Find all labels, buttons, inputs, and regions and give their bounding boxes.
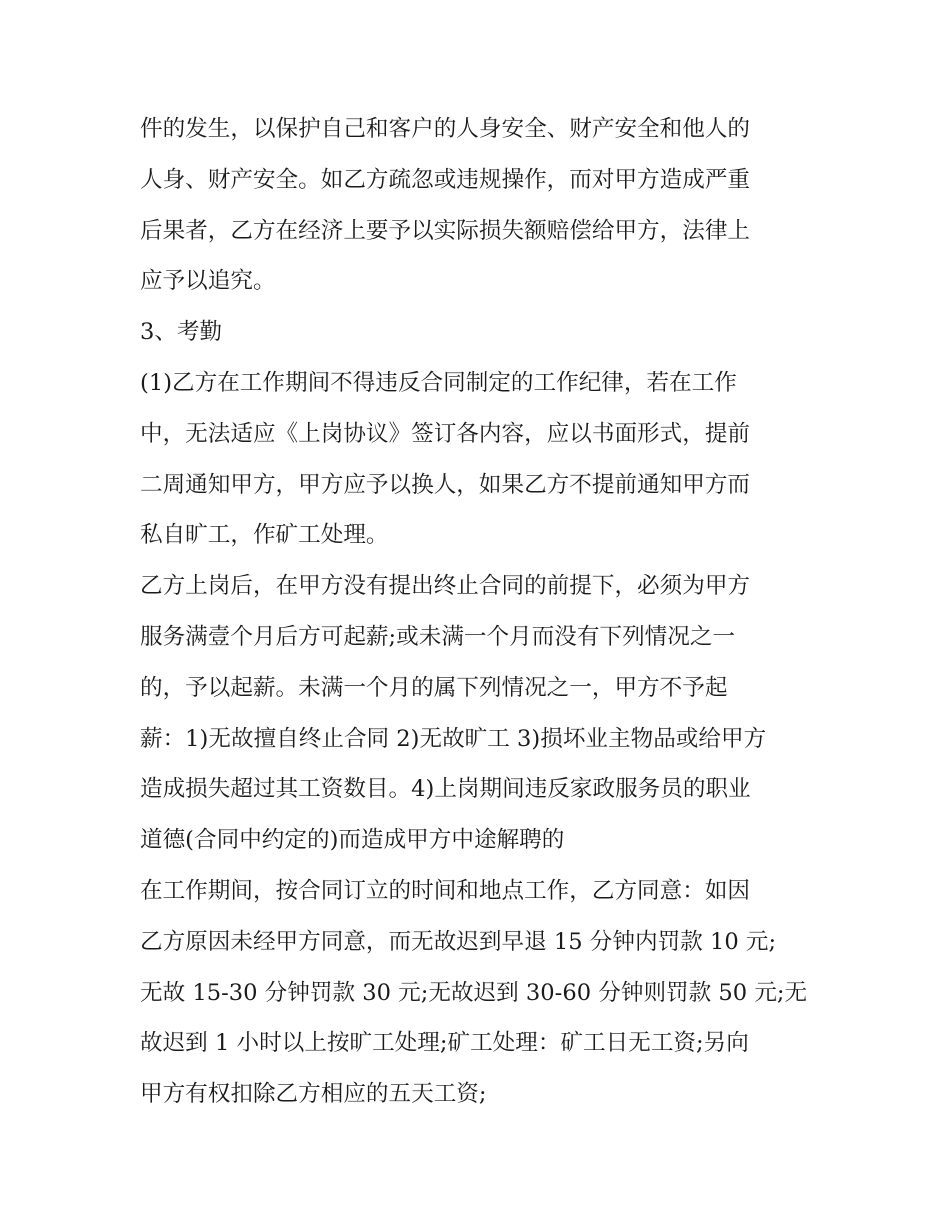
paragraph-salary-start [140,561,812,866]
text-line: 二周通知甲方，甲方应予以换人，如果乙方不提前通知甲方而 [140,471,751,498]
text-line: 中，无法适应《上岗协议》签订各内容，应以书面形式，提前 [140,420,751,447]
text-line: 无故 15-30 分钟罚款 30 元;无故迟到 30-60 分钟则罚款 50 元;无 [140,979,808,1006]
text-line: 乙方原因未经甲方同意，而无故迟到早退 15 分钟内罚款 10 元; [140,928,777,955]
text-line: 故迟到 1 小时以上按旷工处理;矿工处理：矿工日无工资;另向 [140,1030,749,1057]
text-line: 应予以追究。 [140,268,276,295]
paragraph-safety-liability [140,104,812,307]
document-body [140,104,812,1120]
section-heading: 3、考勤 [140,319,223,346]
section-heading-attendance [140,307,812,358]
text-line: 的，予以起薪。未满一个月的属下列情况之一，甲方不予起 [140,674,728,701]
paragraph-attendance-rule-1 [140,358,812,561]
text-line: 甲方有权扣除乙方相应的五天工资; [140,1081,487,1108]
paragraph-lateness-penalties [140,866,812,1120]
text-line: 后果者，乙方在经济上要予以实际损失额赔偿给甲方，法律上 [140,217,751,244]
text-line: 造成损失超过其工资数目。4)上岗期间违反家政服务员的职业 [140,776,751,803]
text-line: 件的发生，以保护自己和客户的人身安全、财产安全和他人的 [140,116,751,142]
text-line: 在工作期间，按合同订立的时间和地点工作，乙方同意：如因 [140,877,751,904]
text-line: 人身、财产安全。如乙方疏忽或违规操作，而对甲方造成严重 [140,166,751,193]
text-line: 道德(合同中约定的)而造成甲方中途解聘的 [140,827,565,854]
text-line: (1)乙方在工作期间不得违反合同制定的工作纪律，若在工作 [140,369,737,396]
text-line: 服务满壹个月后方可起薪;或未满一个月而没有下列情况之一 [140,623,736,650]
text-line: 薪：1)无故擅自终止合同 2)无故旷工 3)损坏业主物品或给甲方 [140,725,767,752]
text-line: 乙方上岗后，在甲方没有提出终止合同的前提下，必须为甲方 [140,573,751,600]
text-line: 私自旷工，作矿工处理。 [140,522,389,549]
